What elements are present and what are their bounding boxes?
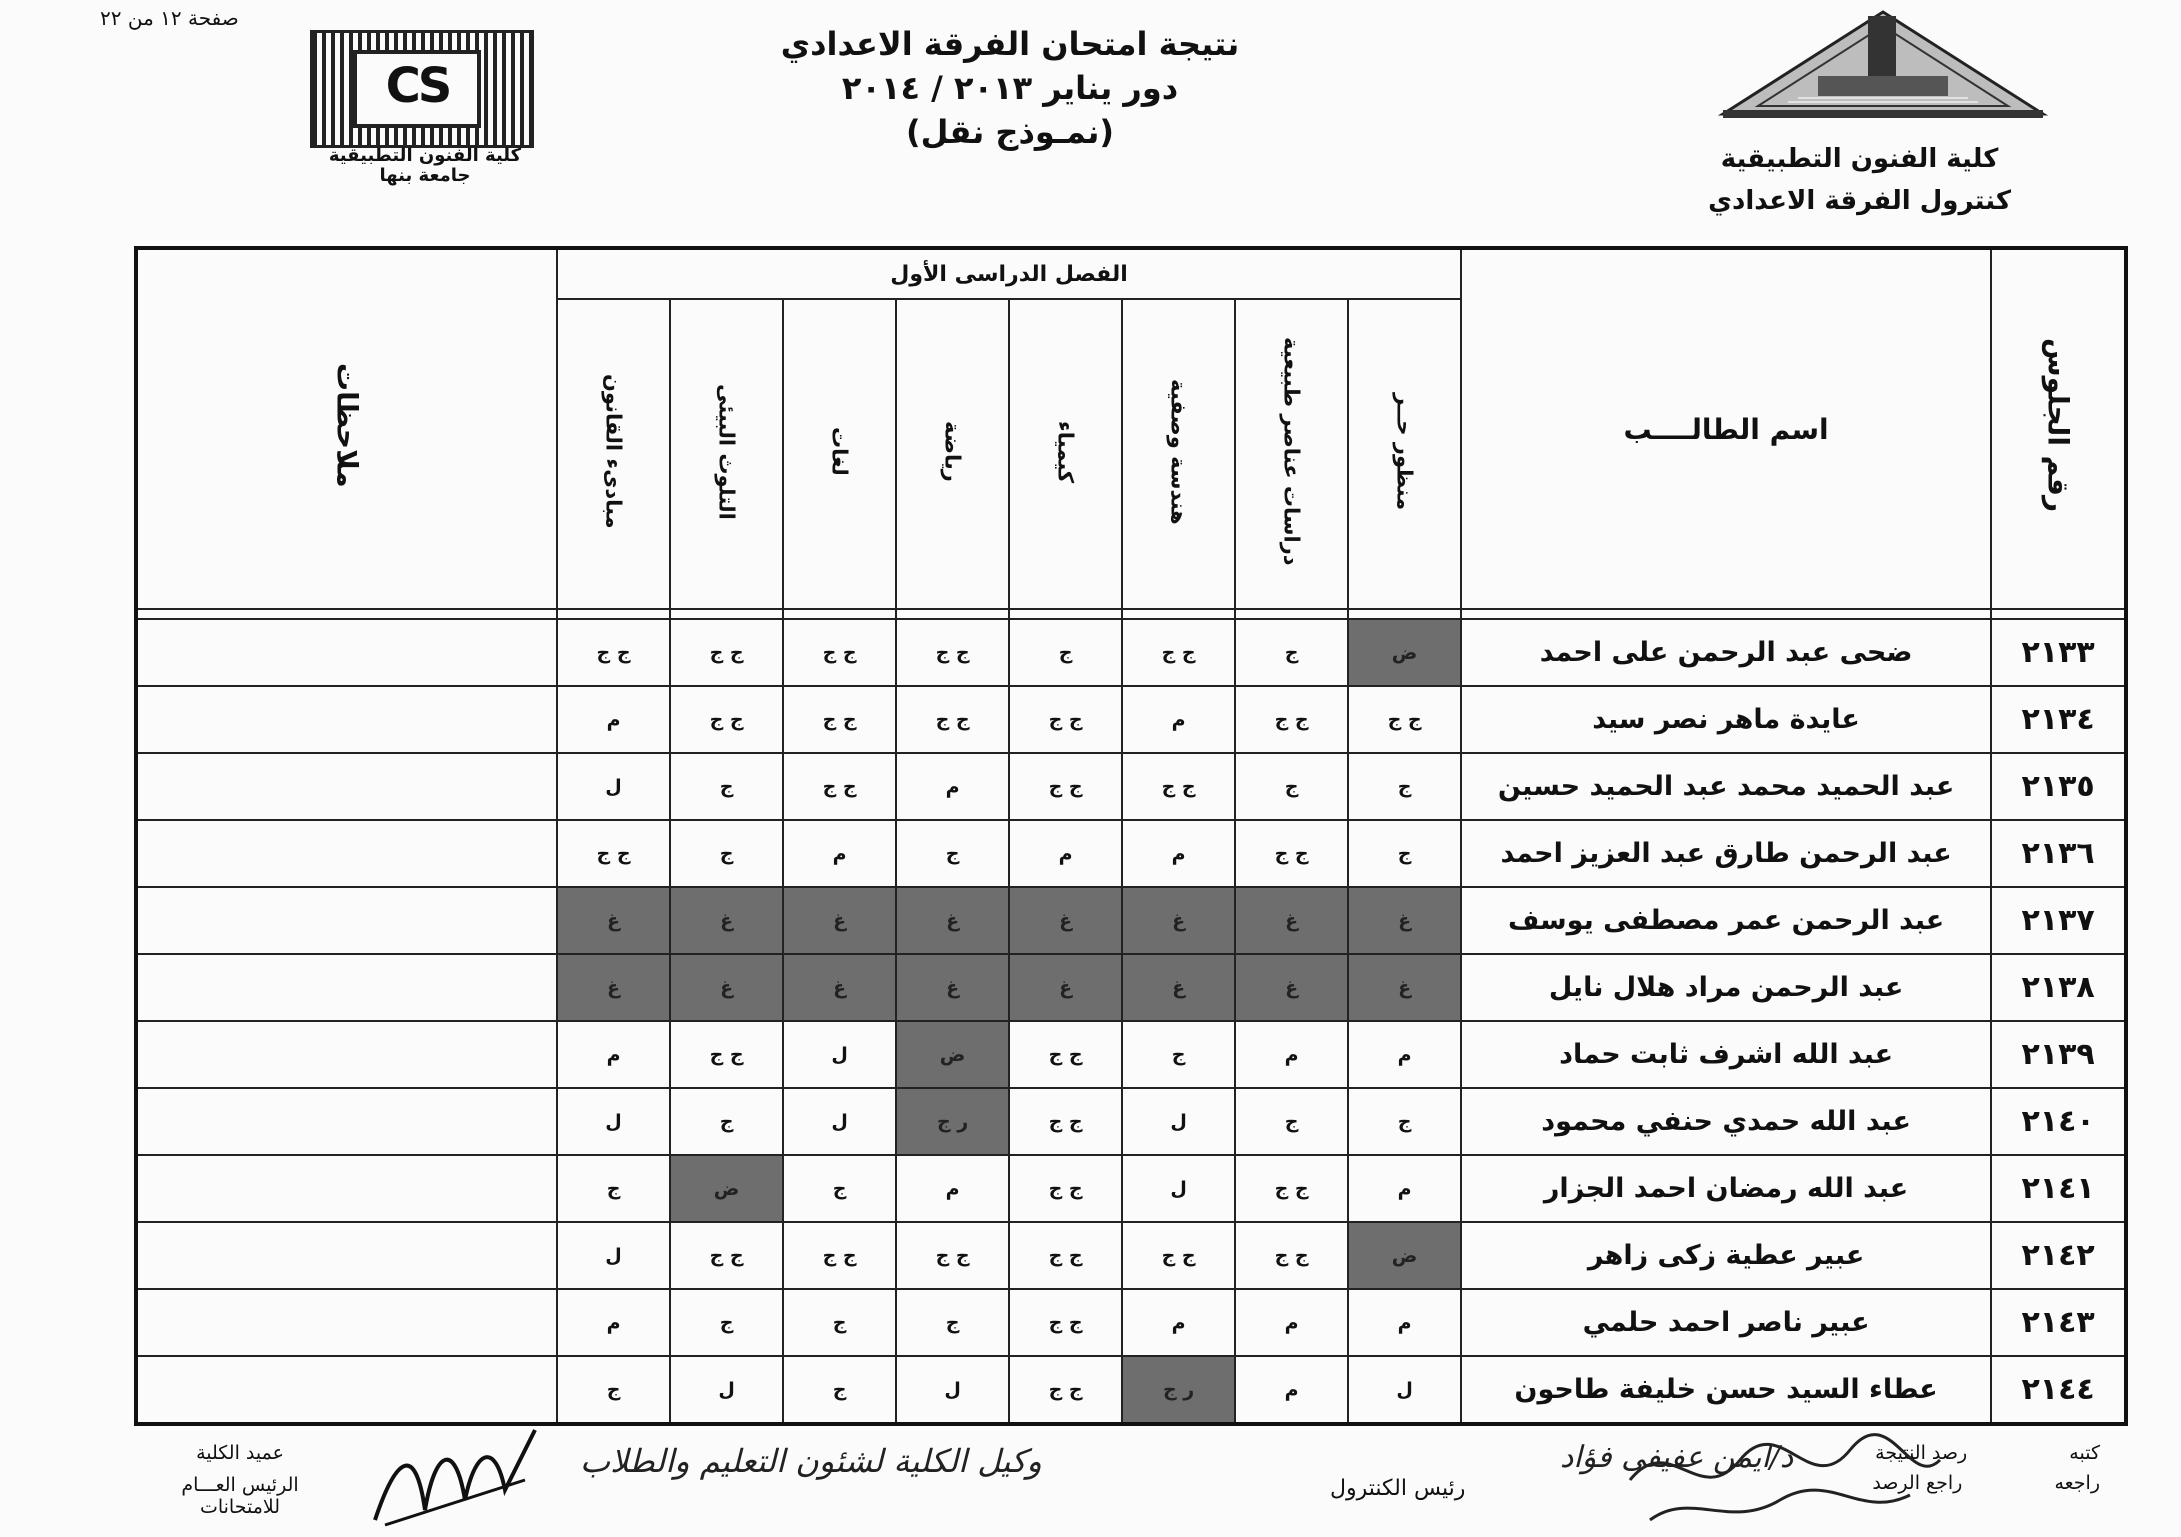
student-name: عبد الرحمن مراد هلال نايل [1461,954,1991,1021]
table-row [136,1289,2126,1356]
grade-cell: ل [1348,1356,1461,1424]
grade-cell: ل [1122,1088,1235,1155]
table-row [136,954,2126,1021]
grade-cell: م [1348,1155,1461,1222]
grade-cell: م [1235,1356,1348,1424]
student-name: عبير ناصر احمد حلمي [1461,1289,1991,1356]
grade-cell: ج ج [1235,1222,1348,1289]
notes-cell [136,753,557,820]
grade-cell: غ [1348,954,1461,1021]
college-logo-caption: كلية الفنون التطبيقية جامعة بنها [328,145,522,186]
notes-cell [136,954,557,1021]
notes-cell [136,1356,557,1424]
results-table [134,246,2128,1426]
grade-cell: ج [1348,753,1461,820]
grade-cell: ل [1122,1155,1235,1222]
student-name-header: اسم الطالــــب [1461,248,1991,609]
grade-cell: ج ج [1235,1155,1348,1222]
seat-number-header: رقم الجلوس [1991,248,2126,609]
grade-cell: م [1235,1289,1348,1356]
college-header [1708,138,2011,222]
dean-block [140,1442,340,1518]
grade-cell: ج [783,1289,896,1356]
subject-header: مبادىء القانون [557,299,670,609]
grade-cell: ج [1235,1088,1348,1155]
grade-cell: م [1235,1021,1348,1088]
grade-cell: ل [557,753,670,820]
grade-cell: ج ج [1122,619,1235,686]
grade-cell: ج [896,1289,1009,1356]
student-name: عبد الرحمن عمر مصطفى يوسف [1461,887,1991,954]
seat-number: ٢١٤٠ [1991,1088,2126,1155]
college-logo-letters: CS [353,50,481,128]
control-name: كنترول الفرقة الاعدادي [1708,186,2011,216]
grade-cell: ض [1348,1222,1461,1289]
subject-header: منظور حــر [1348,299,1461,609]
grade-cell: م [1122,820,1235,887]
grade-cell: ج ج [783,619,896,686]
dean-label: عميد الكلية [196,1442,284,1464]
grade-cell: ج ج [1009,1356,1122,1424]
seat-number: ٢١٣٣ [1991,619,2126,686]
grade-cell: م [1122,1289,1235,1356]
grade-cell: غ [783,954,896,1021]
notes-cell [136,1021,557,1088]
grade-cell: غ [783,887,896,954]
grade-cell: ل [783,1021,896,1088]
student-name: عبد الحميد محمد عبد الحميد حسين [1461,753,1991,820]
student-name: عبد الرحمن طارق عبد العزيز احمد [1461,820,1991,887]
seat-number: ٢١٤٤ [1991,1356,2126,1424]
grade-cell: غ [896,954,1009,1021]
grade-cell: ج ج [670,1222,783,1289]
grade-cell: ج ج [1009,686,1122,753]
grade-cell: م [783,820,896,887]
grade-cell: ج ج [670,619,783,686]
grade-cell: ج [670,1088,783,1155]
grade-cell: ج ج [1009,1222,1122,1289]
grade-cell: ج [783,1356,896,1424]
grade-cell: ج ج [783,1222,896,1289]
grade-cell: ر ج [896,1088,1009,1155]
grade-cell: م [557,1021,670,1088]
grade-cell: ر ج [1122,1356,1235,1424]
grade-cell: ج ج [1122,1222,1235,1289]
recorded-label: رصد النتيجة [1875,1442,1968,1464]
grade-cell: ج [1235,753,1348,820]
seat-number: ٢١٣٥ [1991,753,2126,820]
student-name: ضحى عبد الرحمن على احمد [1461,619,1991,686]
grade-cell: غ [670,887,783,954]
grade-cell: م [1348,1021,1461,1088]
student-name: عطاء السيد حسن خليفة طاحون [1461,1356,1991,1424]
grade-cell: ل [557,1088,670,1155]
notes-cell [136,887,557,954]
grade-cell: غ [557,954,670,1021]
vice-dean-label: وكيل الكلية لشئون التعليم والطلاب [580,1442,1042,1480]
exam-head-label: الرئيس العـــام للامتحانات [181,1474,299,1518]
grade-cell: غ [1235,954,1348,1021]
notes-cell [136,1088,557,1155]
grade-cell: ج [557,1155,670,1222]
signature-scribbles-right [1610,1420,1950,1530]
grade-cell: ل [557,1222,670,1289]
notes-cell [136,820,557,887]
reviewed-label: راجعه [2054,1472,2100,1494]
table-row [136,887,2126,954]
review-record-label: راجع الرصد [1872,1472,1963,1494]
grade-cell: ج ج [783,753,896,820]
grade-cell: ل [783,1088,896,1155]
grade-cell: ج [896,820,1009,887]
grade-cell: م [896,1155,1009,1222]
notes-cell [136,619,557,686]
grade-cell: م [557,1289,670,1356]
table-row [136,1021,2126,1088]
subject-header: لغات [783,299,896,609]
grade-cell: م [896,753,1009,820]
college-name: كلية الفنون التطبيقية [1720,144,1999,174]
title-line-1: نتيجة امتحان الفرقة الاعدادي [780,25,1240,63]
notes-header: ملاحظات [136,248,557,609]
table-row [136,1088,2126,1155]
student-name: عبد الله اشرف ثابت حماد [1461,1021,1991,1088]
seat-number: ٢١٣٩ [1991,1021,2126,1088]
student-name: عايدة ماهر نصر سيد [1461,686,1991,753]
grade-cell: ج [670,1289,783,1356]
notes-cell [136,1222,557,1289]
control-head-label: رئيس الكنترول [1330,1476,1466,1501]
table-row [136,1356,2126,1424]
grade-cell: م [1348,1289,1461,1356]
student-name: عبير عطية زكى زاهر [1461,1222,1991,1289]
grade-cell: ج ج [557,820,670,887]
grade-cell: ج ج [1009,1088,1122,1155]
grade-cell: ج ج [670,686,783,753]
grade-cell: ج ج [1235,686,1348,753]
title-line-3: (نمـوذج نقل) [906,113,1114,151]
grade-cell: ج [557,1356,670,1424]
grade-cell: ل [670,1356,783,1424]
seat-number: ٢١٣٧ [1991,887,2126,954]
grade-cell: ض [670,1155,783,1222]
grade-cell: ج ج [896,619,1009,686]
title-line-2: دور يناير ٢٠١٣ / ٢٠١٤ [841,69,1179,107]
dean-signature [365,1420,545,1535]
student-name: عبد الله رمضان احمد الجزار [1461,1155,1991,1222]
grade-cell: غ [670,954,783,1021]
page-title [760,22,1260,154]
grade-cell: ج [670,820,783,887]
page-number: صفحة ١٢ من ٢٢ [100,6,239,30]
grade-cell: ج [1009,619,1122,686]
seat-number: ٢١٤٣ [1991,1289,2126,1356]
grade-cell: ج ج [896,686,1009,753]
student-name: عبد الله حمدي حنفي محمود [1461,1088,1991,1155]
signature-name: د/ايمن عفيفى فؤاد [1560,1440,1794,1475]
grade-cell: غ [896,887,1009,954]
grade-cell: م [557,686,670,753]
grade-cell: ج [670,753,783,820]
table-row [136,619,2126,686]
subject-header: كيمياء [1009,299,1122,609]
grade-cell: ج ج [1009,1021,1122,1088]
grade-cell: ج ج [896,1222,1009,1289]
grade-cell: ض [896,1021,1009,1088]
subject-header: رياضة [896,299,1009,609]
grade-cell: غ [1235,887,1348,954]
table-row [136,820,2126,887]
grade-cell: ج ج [1009,753,1122,820]
grade-cell: ج [1348,820,1461,887]
table-row [136,686,2126,753]
grade-cell: م [1009,820,1122,887]
grade-cell: ل [896,1356,1009,1424]
subject-header: دراسات عناصر طبيعية [1235,299,1348,609]
grade-cell: ج ج [1009,1289,1122,1356]
university-logo [1718,6,2048,121]
notes-cell [136,1289,557,1356]
grade-cell: ج ج [783,686,896,753]
seat-number: ٢١٣٤ [1991,686,2126,753]
wrote-label: كتبه [2069,1442,2100,1464]
table-row [136,1222,2126,1289]
grade-cell: غ [1009,887,1122,954]
table-row [136,753,2126,820]
notes-cell [136,686,557,753]
grade-cell: ج ج [1235,820,1348,887]
grade-cell: ج ج [670,1021,783,1088]
seat-number: ٢١٤٢ [1991,1222,2126,1289]
grade-cell: ج [1235,619,1348,686]
grade-cell: غ [557,887,670,954]
grade-cell: ج [1122,1021,1235,1088]
grade-cell: ج [1348,1088,1461,1155]
table-row [136,1155,2126,1222]
grade-cell: م [1122,686,1235,753]
grade-cell: غ [1009,954,1122,1021]
subject-header: هندسة وصفية [1122,299,1235,609]
grade-cell: غ [1122,887,1235,954]
seat-number: ٢١٣٦ [1991,820,2126,887]
subject-header: التلوث البيئى [670,299,783,609]
semester-header: الفصل الدراسى الأول [557,248,1461,299]
grade-cell: ج [783,1155,896,1222]
notes-cell [136,1155,557,1222]
grade-cell: ض [1348,619,1461,686]
grade-cell: ج ج [1348,686,1461,753]
grade-cell: ج ج [1009,1155,1122,1222]
college-logo [305,28,545,188]
seat-number: ٢١٤١ [1991,1155,2126,1222]
grade-cell: غ [1348,887,1461,954]
grade-cell: ج ج [1122,753,1235,820]
grade-cell: غ [1122,954,1235,1021]
grade-cell: ج ج [557,619,670,686]
seat-number: ٢١٣٨ [1991,954,2126,1021]
